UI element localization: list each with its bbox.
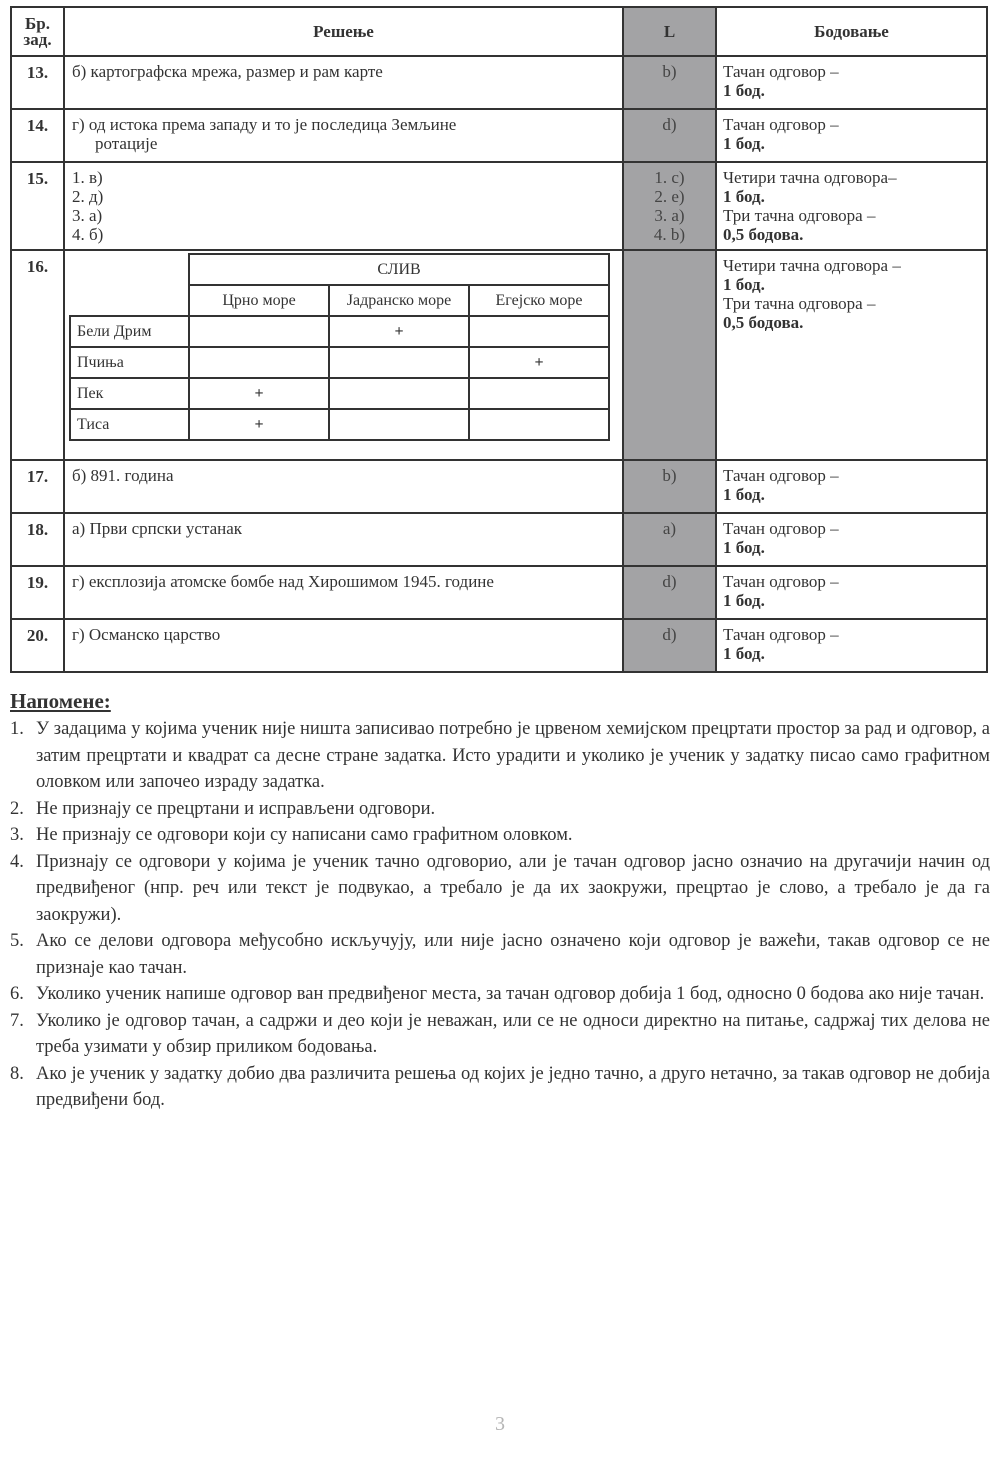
basin-mark: + [329,316,469,347]
notes-title: Напомене: [10,689,111,713]
note-text: Не признају се прецртани и исправљени одговори. [36,798,436,819]
task-number: 18. [11,513,64,566]
scoring-cell [716,513,987,566]
table-row [11,513,987,566]
scoring-cell [716,109,987,162]
l-item: 4. b) [653,225,686,244]
scoring-cell [716,460,987,513]
scoring-text: Тачан одговор – [723,62,839,81]
scoring-points: 0,5 бодова. [723,225,804,244]
note-text: У задацима у којима ученик није ништа записивао потребно је црвеном хемијском прецртати простор за рад и одговор, а затим прецртати и квадрат са десне стране задатка. Исто урадити и уколико је ученик у задатку писао само графитном оловком или започео израду задатка. [36,719,990,792]
note-text: Признају се одговори у којима је ученик тачно одговорио, али је тачан одговор јасно означио на другачији начин од предвиђеног (нпр. реч или текст је подвукао, а требало је да их заокружи, прецртао је слово, а требало је да га заокружи). [36,851,990,925]
scoring-points: 1 бод. [723,644,765,663]
note-number: 7. [10,1010,24,1031]
scoring-text: Четири тачна одговора – [723,256,901,275]
table-row [11,56,987,109]
scoring-points: 1 бод. [723,134,765,153]
basin-mark [329,378,469,409]
note-number: 4. [10,851,24,872]
river-name: Пчиња [70,347,189,378]
scoring-points: 1 бод. [723,591,765,610]
note-text: Ако се делови одговора међусобно искључују, или није јасно означено који одговор је важећи, такав одговор се не признаје као тачан. [36,931,990,978]
note-text: Уколико је одговор тачан, а садржи и део који је неважан, или се не односи директно на питање, садржај тих делова не треба узимати у обзир приликом бодовања. [36,1010,990,1057]
header-task-number [11,7,64,56]
basin-mark [189,347,329,378]
table-row [11,162,987,250]
l-cell [623,162,716,250]
note-text: Не признају се одговори који су написани само графитном оловком. [36,825,573,845]
basin-column-header: Јадранско море [329,285,469,316]
empty-corner [70,254,189,285]
solution-cell: б) картографска мрежа, размер и рам карте [64,56,623,109]
header-number-line2: зад. [23,29,52,49]
basin-mark [469,378,609,409]
basin-mark: + [469,347,609,378]
scoring-text: Тачан одговор – [723,625,839,644]
solution-line: г) од истока према западу и то је последица Земљине [72,115,457,134]
note-number: 2. [10,798,24,819]
table-row [11,460,987,513]
empty-corner [70,285,189,316]
scoring-text: Тачан одговор – [723,115,839,134]
basin-columns-row [70,285,609,316]
notes-section [10,688,990,1114]
solution-cell [64,109,623,162]
scoring-points: 1 бод. [723,538,765,557]
basin-row [70,316,609,347]
basin-column-header: Егејско море [469,285,609,316]
task-number: 15. [11,162,64,250]
note-number: 6. [10,984,24,1004]
note-item [10,928,990,981]
l-item: 1. c) [654,168,685,187]
l-cell: a) [623,513,716,566]
l-cell: d) [623,109,716,162]
basin-row [70,378,609,409]
solution-item: 1. в) [72,168,103,187]
basin-title: СЛИВ [189,254,609,285]
l-cell: b) [623,56,716,109]
note-item [10,1008,990,1061]
table-row [11,619,987,672]
scoring-points: 1 бод. [723,485,765,504]
page-number: 3 [495,1413,505,1435]
note-text: Ако је ученик у задатку добио два различита решења од којих је једно тачно, а друго нетачно, за такав одговор не добија предвиђени бод. [36,1063,990,1110]
note-number: 5. [10,931,24,951]
note-item [10,849,990,929]
basin-mark [469,316,609,347]
basin-column-header: Црно море [189,285,329,316]
task-number: 19. [11,566,64,619]
header-number-line1: Бр. [25,13,50,33]
basin-row [70,347,609,378]
river-name: Тиса [70,409,189,440]
note-item [10,716,990,796]
scoring-cell [716,250,987,460]
solution-cell [64,250,623,460]
basin-mark: + [189,378,329,409]
solution-item: 2. д) [72,187,104,206]
scoring-text: Тачан одговор – [723,572,839,591]
note-item [10,1061,990,1114]
l-cell: b) [623,460,716,513]
scoring-points: 1 бод. [723,275,765,294]
l-cell: d) [623,566,716,619]
table-row [11,250,987,460]
solution-cell: г) Османско царство [64,619,623,672]
scoring-points: 1 бод. [723,187,765,206]
scoring-cell [716,619,987,672]
task-number: 16. [11,250,64,460]
table-row [11,109,987,162]
table-row [11,566,987,619]
l-cell: d) [623,619,716,672]
basin-mark: + [189,409,329,440]
river-name: Бели Дрим [70,316,189,347]
note-number: 1. [10,719,24,739]
solution-cell: б) 891. година [64,460,623,513]
scoring-cell [716,56,987,109]
solution-cell: г) експлозија атомске бомбе над Хирошимом 1945. године [64,566,623,619]
header-l: L [623,7,716,56]
note-number: 8. [10,1063,24,1084]
note-item [10,796,990,823]
basin-table-wrapper [65,251,622,447]
basin-mark [329,347,469,378]
header-scoring: Бодовање [716,7,987,56]
scoring-points: 0,5 бодова. [723,313,804,332]
header-solution: Решење [64,7,623,56]
l-item: 3. a) [654,206,685,225]
task-number: 20. [11,619,64,672]
scoring-text: Тачан одговор – [723,466,839,485]
scoring-cell [716,162,987,250]
task-number: 13. [11,56,64,109]
solution-cell: а) Први српски устанак [64,513,623,566]
solution-item: 4. б) [72,225,104,244]
scoring-text: Тачан одговор – [723,519,839,538]
basin-title-row [70,254,609,285]
basin-mark [329,409,469,440]
task-number: 17. [11,460,64,513]
note-item [10,981,990,1008]
basin-mark [469,409,609,440]
l-cell [623,250,716,460]
basin-mark [189,316,329,347]
solution-line: ротације [95,134,158,153]
table-header-row [11,7,987,56]
basin-table [69,253,610,441]
note-item [10,822,990,849]
note-text: Уколико ученик напише одговор ван предвиђеног места, за тачан одговор добија 1 бод, односно 0 бодова ако није тачан. [36,984,985,1004]
scoring-text: Три тачна одговора – [723,294,876,313]
l-item: 2. e) [654,187,685,206]
scoring-text: Три тачна одговора – [723,206,876,225]
solution-item: 3. а) [72,206,103,225]
solution-cell [64,162,623,250]
scoring-cell [716,566,987,619]
answer-key-table [10,6,988,673]
task-number: 14. [11,109,64,162]
note-number: 3. [10,825,24,845]
scoring-text: Четири тачна одговора– [723,168,897,187]
river-name: Пек [70,378,189,409]
scoring-points: 1 бод. [723,81,765,100]
basin-row [70,409,609,440]
